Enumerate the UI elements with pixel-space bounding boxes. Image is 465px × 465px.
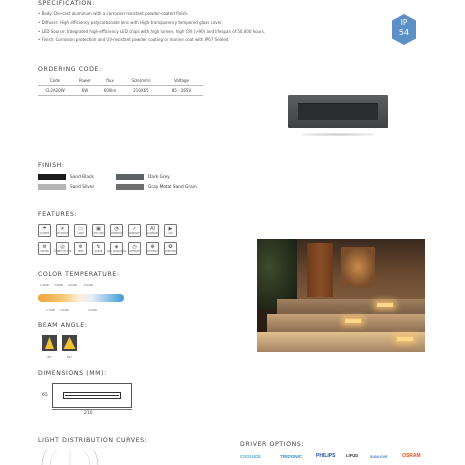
brand-logo-lifud: LIFUD	[346, 453, 359, 458]
feature-label: IP RATED	[39, 232, 50, 235]
dimension-drawing	[52, 383, 132, 408]
table-header: Code	[49, 77, 61, 83]
feature-label: TEMP	[77, 250, 84, 253]
feature-glyph: ☂	[42, 226, 47, 232]
photo-door	[307, 243, 333, 297]
chip-icon	[92, 224, 105, 237]
power-factor-icon	[53, 242, 72, 255]
feature-label: POWER FACTOR	[53, 250, 72, 253]
ct-label: 4,000K	[68, 284, 78, 287]
feature-glyph: ✪	[168, 244, 173, 250]
driver-brands	[240, 453, 430, 463]
feature-label: LAMP	[77, 232, 84, 235]
ct-label: 3,000K	[54, 284, 64, 287]
product-shadow	[302, 133, 374, 136]
feature-label: EFFICIENCY	[146, 250, 159, 253]
brand-logo-osram: OSRAM	[402, 453, 421, 459]
light-distribution-chart	[40, 450, 100, 465]
feature-label: ANTI CORROSION	[106, 250, 127, 253]
ct-label: 5,000K	[84, 284, 94, 287]
surge-icon	[92, 242, 105, 255]
product-image	[286, 95, 390, 145]
table-cell: CL2A20W	[38, 85, 72, 95]
table-header: flux	[106, 77, 114, 83]
feature-glyph: ☀	[60, 226, 65, 232]
table-cell: 600lm	[98, 85, 122, 95]
ip-rating-icon	[38, 224, 51, 237]
feature-glyph: ❄	[78, 244, 83, 250]
feature-label: SURGE	[94, 250, 103, 253]
beam-angle-label: 60°	[66, 355, 73, 359]
photo-step-1	[277, 299, 425, 314]
table-cell: 6W	[72, 85, 98, 95]
dimension-width-line	[52, 409, 132, 410]
specification-heading: SPECIFICATION:	[38, 0, 95, 7]
feature-label: UV PROOF	[56, 232, 69, 235]
brand-logo-cooluce: COOLUCE	[240, 454, 261, 459]
ordering-heading: ORDERING CODE:	[38, 66, 102, 73]
feature-glyph: ▶	[168, 226, 173, 232]
ct-label: 2,200K	[40, 284, 50, 287]
photo-step-light	[377, 303, 393, 307]
feature-label: LIFESPAN	[129, 250, 140, 253]
feature-label: WARRANTY	[128, 232, 141, 235]
feature-label: LED CHIP	[93, 232, 104, 235]
finish-label: Gray Metal Sand Grain	[148, 184, 197, 190]
photo-step-light	[345, 319, 361, 323]
spec-item: • LED Source: Integrated high-efficiency LED chips with high lumen, high CRI (>90) and lifespan of 50,000 hours.	[38, 28, 266, 34]
feature-label: DRIVER	[40, 250, 49, 253]
uv-icon	[56, 224, 69, 237]
features-grid	[38, 224, 188, 255]
finish-item-gray-metal	[116, 184, 197, 190]
ct-top-labels	[40, 284, 124, 292]
beam-angle-label: 45°	[46, 355, 53, 359]
feature-glyph: ◎	[60, 244, 65, 250]
cri-icon	[164, 224, 177, 237]
finish-swatch	[38, 184, 66, 190]
corrosion-icon	[106, 242, 127, 255]
beam-angle-heading: BEAM ANGLE:	[38, 322, 88, 329]
dimmer-icon	[110, 224, 123, 237]
table-cell: 85 - 265V	[160, 85, 203, 95]
ct-label: 3,500K	[60, 309, 70, 312]
table-header-row	[38, 76, 203, 85]
feature-glyph: ◷	[132, 244, 137, 250]
finish-swatch	[116, 174, 144, 180]
temperature-icon	[74, 242, 87, 255]
dimension-height: 65	[42, 393, 48, 398]
finish-item-dark-grey	[116, 174, 170, 180]
polar-chart-fragment	[40, 450, 100, 465]
dimension-width: 210	[84, 411, 93, 416]
color-temperature-bar	[38, 294, 124, 302]
finish-label: Sand Silver	[70, 184, 95, 190]
spec-item: • Finish: Corrosion protection and UV-resistant powder coating or marine coat with IP67 Sealed.	[38, 37, 230, 43]
feature-label: DIMMABLE	[110, 232, 123, 235]
light-distribution-heading: LIGHT DISTRIBUTION CURVES:	[38, 437, 148, 444]
table-row	[38, 85, 203, 95]
ordering-table	[38, 76, 203, 96]
spec-item: • Body: Die-cast aluminum with a corrosion-resistant powder-coated finish.	[38, 11, 189, 16]
driver-options-heading: DRIVER OPTIONS:	[240, 441, 305, 448]
ct-label: 2,700K	[46, 309, 56, 312]
table-cell: 210X65	[122, 85, 160, 95]
brand-logo-philips: PHILIPS	[316, 453, 336, 459]
brand-logo-sunlove: SUNLOVE	[370, 455, 388, 459]
installation-photo	[257, 239, 425, 352]
photo-window-glow	[341, 247, 375, 287]
beam-45-icon	[42, 335, 57, 351]
specification-list	[38, 10, 265, 45]
dimension-slot-line	[65, 395, 119, 396]
finish-item-sand-black	[38, 174, 94, 180]
photo-step-2	[267, 314, 425, 332]
table-header: Size(mm)	[131, 77, 151, 83]
finish-heading: FINISH:	[38, 162, 65, 169]
feature-glyph: ↯	[96, 244, 101, 250]
beam-angle-item	[42, 335, 57, 359]
warranty-icon	[128, 224, 141, 237]
feature-glyph: ◈	[114, 244, 119, 250]
brand-logo-tridonic: TRIDONIC	[280, 454, 303, 459]
finish-swatch	[38, 174, 66, 180]
ip-badge-line1: IP	[400, 18, 408, 27]
dimensions-heading: DIMENSIONS (MM):	[38, 370, 107, 377]
finish-item-sand-silver	[38, 184, 94, 190]
certified-icon	[164, 242, 177, 255]
lifespan-icon	[128, 242, 141, 255]
feature-glyph: ▭	[78, 226, 83, 232]
feature-label: ALUMINUM	[146, 232, 159, 235]
finish-label: Sand Black	[70, 174, 94, 180]
feature-glyph: ❋	[150, 244, 155, 250]
color-temperature-heading: COLOR TEMPERATURE:	[38, 271, 120, 278]
feature-glyph: Al	[150, 226, 155, 232]
table-header: Voltage	[173, 77, 189, 83]
features-heading: FEATURES:	[38, 211, 78, 218]
beam-60-icon	[62, 335, 77, 351]
lamp-icon	[74, 224, 87, 237]
ct-label: 4,500K	[88, 309, 98, 312]
ip-badge	[392, 14, 416, 45]
table-header: Power	[78, 77, 92, 83]
feature-glyph: ⚙	[42, 244, 47, 250]
ct-bottom-labels	[40, 309, 124, 317]
feature-label: CRI	[168, 232, 173, 235]
finish-label: Dark Grey	[148, 174, 170, 180]
driver-icon	[38, 242, 51, 255]
aluminum-icon	[146, 224, 159, 237]
beam-angle-item	[62, 335, 77, 359]
spec-item: • Diffuser: High efficiency polycarbonate lens with High-transparency tempered glass cover.	[38, 19, 223, 25]
efficiency-icon	[146, 242, 159, 255]
feature-glyph: ✓	[132, 226, 137, 232]
feature-label: CERTIFIED	[164, 250, 177, 253]
photo-step-3	[257, 332, 425, 352]
ip-badge-line2: 54	[398, 28, 410, 37]
feature-glyph: ◔	[114, 226, 119, 232]
product-slot	[298, 103, 378, 120]
finish-swatch	[116, 184, 144, 190]
feature-glyph: ▣	[96, 226, 101, 232]
photo-step-light	[397, 337, 413, 341]
